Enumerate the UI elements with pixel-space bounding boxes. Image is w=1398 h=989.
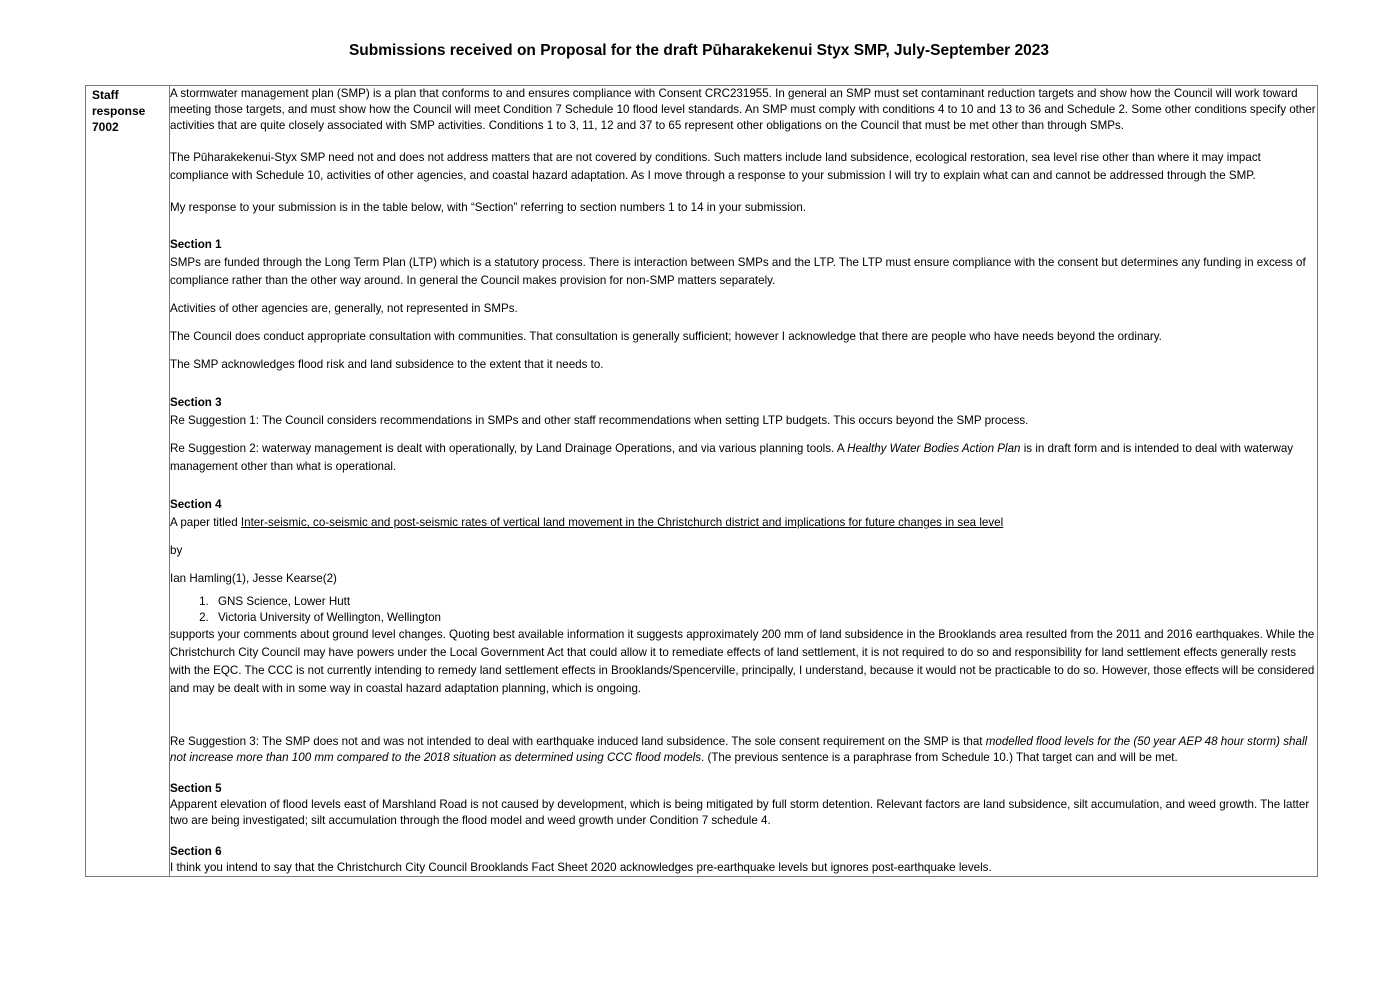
section-paragraph	[170, 440, 1317, 476]
section-paragraph: Re Suggestion 1: The Council considers recommendations in SMPs and other staff recommendations when setting LTP budgets. This occurs beyond the SMP process.	[170, 414, 1029, 427]
label-cell	[86, 86, 170, 877]
section-paragraph	[170, 734, 1317, 766]
section-paragraph: Activities of other agencies are, generally, not represented in SMPs.	[170, 302, 518, 315]
section-paragraph: The SMP acknowledges flood risk and land subsidence to the extent that it needs to.	[170, 358, 604, 371]
section-heading: Section 6	[170, 845, 222, 858]
section-paragraph: The Council does conduct appropriate consultation with communities. That consultation is generally sufficient; however I acknowledge that there are people who have needs beyond the ordinary.	[170, 330, 1162, 343]
section-paragraph: I think you intend to say that the Christchurch City Council Brooklands Fact Sheet 2020 acknowledges pre-earthquake levels but ignores post-earthquake levels.	[170, 861, 992, 874]
list-item: 2. Victoria University of Wellington, Wellington	[212, 610, 1317, 626]
section-paragraph: Apparent elevation of flood levels east of Marshland Road is not caused by development, which is being mitigated by full storm detention. Relevant factors are land subsidence, silt accumulation, and weed growth. The latter two are being investigated; silt accumulation through the flood model and weed growth under Condition 7 schedule 4.	[170, 798, 1310, 827]
intro-paragraph: The Pūharakekenui-Styx SMP need not and does not address matters that are not covered by conditions. Such matters include land subsidence, ecological restoration, sea level rise other than where it may impact compliance with Schedule 10, activities of other agencies, and coastal hazard adaptation. As I move through a response to your submission I will try to explain what can and cannot be addressed through the SMP.	[170, 151, 1261, 182]
text-run: Re Suggestion 3: The SMP does not and was not intended to deal with earthquake induced land subsidence. The sole consent requirement on the SMP is that	[170, 735, 986, 748]
row-label-line: response	[92, 104, 146, 118]
row-label-line: 7002	[92, 120, 119, 134]
section-heading: Section 3	[170, 396, 222, 409]
paper-title: Inter-seismic, co-seismic and post-seismic rates of vertical land movement in the Christchurch district and implications for future changes in sea level	[240, 516, 1004, 529]
text-run: A paper titled	[170, 516, 241, 529]
text-run: Re Suggestion 2: waterway management is dealt with operationally, by Land Drainage Operations, and via various planning tools. A	[170, 442, 848, 455]
authors: Ian Hamling(1), Jesse Kearse(2)	[170, 572, 337, 585]
section-paragraph: SMPs are funded through the Long Term Plan (LTP) which is a statutory process. There is interaction between SMPs and the LTP. The LTP must ensure compliance with the consent but determines any funding in excess of compliance rather than the other way around. In general the Council makes provision for non-SMP matters separately.	[170, 256, 1306, 287]
section-paragraph	[170, 514, 1317, 532]
text-run: . (The previous sentence is a paraphrase from Schedule 10.) That target can and will be met.	[701, 751, 1178, 764]
row-label-line: Staff	[92, 88, 119, 102]
page-title: Submissions received on Proposal for the draft Pūharakekenui Styx SMP, July-September 2023	[348, 42, 1050, 59]
section-paragraph: by	[170, 544, 183, 557]
section-paragraph: supports your comments about ground level changes. Quoting best available information it suggests approximately 200 mm of land subsidence in the Brooklands area resulted from the 2011 and 2016 earthquakes. While the Christchurch City Council may have powers under the Local Government Act that could allow it to remediate effects of land settlement, it is not required to do so and responsibility for land settlement effects generally rests with the EQC. The CCC is not currently intending to remedy land settlement effects in Brooklands/Spencerville, principally, I understand, because it would not be practicable to do so. However, those effects will be considered and may be dealt with in some way in coastal hazard adaptation planning, which is ongoing.	[170, 628, 1315, 695]
table-row	[86, 86, 1318, 877]
intro-paragraph: A stormwater management plan (SMP) is a plan that conforms to and ensures compliance with Consent CRC231955. In general an SMP must set contaminant reduction targets and show how the Council will work toward meeting those targets, and must show how the Council will meet Condition 7 Schedule 10 flood level standards. An SMP must comply with conditions 4 to 10 and 13 to 36 and Schedule 2. Some other conditions specify other activities that are quite closely associated with SMP activities. Conditions 1 to 3, 11, 12 and 37 to 65 represent other obligations on the Council that must be met other than through SMPs.	[170, 87, 1316, 132]
section-heading: Section 1	[170, 238, 222, 251]
text-run-italic: modelled flood levels for the (50 year AEP 48 hour storm) shall not increase more than 100 mm compared to the 2018 situation as determined using CCC flood models	[170, 735, 1308, 764]
section-heading: Section 5	[170, 782, 222, 795]
response-table	[85, 85, 1318, 877]
list-item: 1. GNS Science, Lower Hutt	[212, 594, 1317, 610]
intro-paragraph: My response to your submission is in the table below, with “Section” referring to section numbers 1 to 14 in your submission.	[170, 201, 807, 214]
response-body-cell	[170, 86, 1318, 877]
section-heading: Section 4	[170, 498, 222, 511]
row-label	[86, 86, 169, 136]
plan-title: Healthy Water Bodies Action Plan	[847, 442, 1021, 455]
affiliation-list	[170, 594, 1317, 626]
text-run: is in draft form and is intended to deal with waterway management other than what is operational.	[170, 442, 1294, 473]
